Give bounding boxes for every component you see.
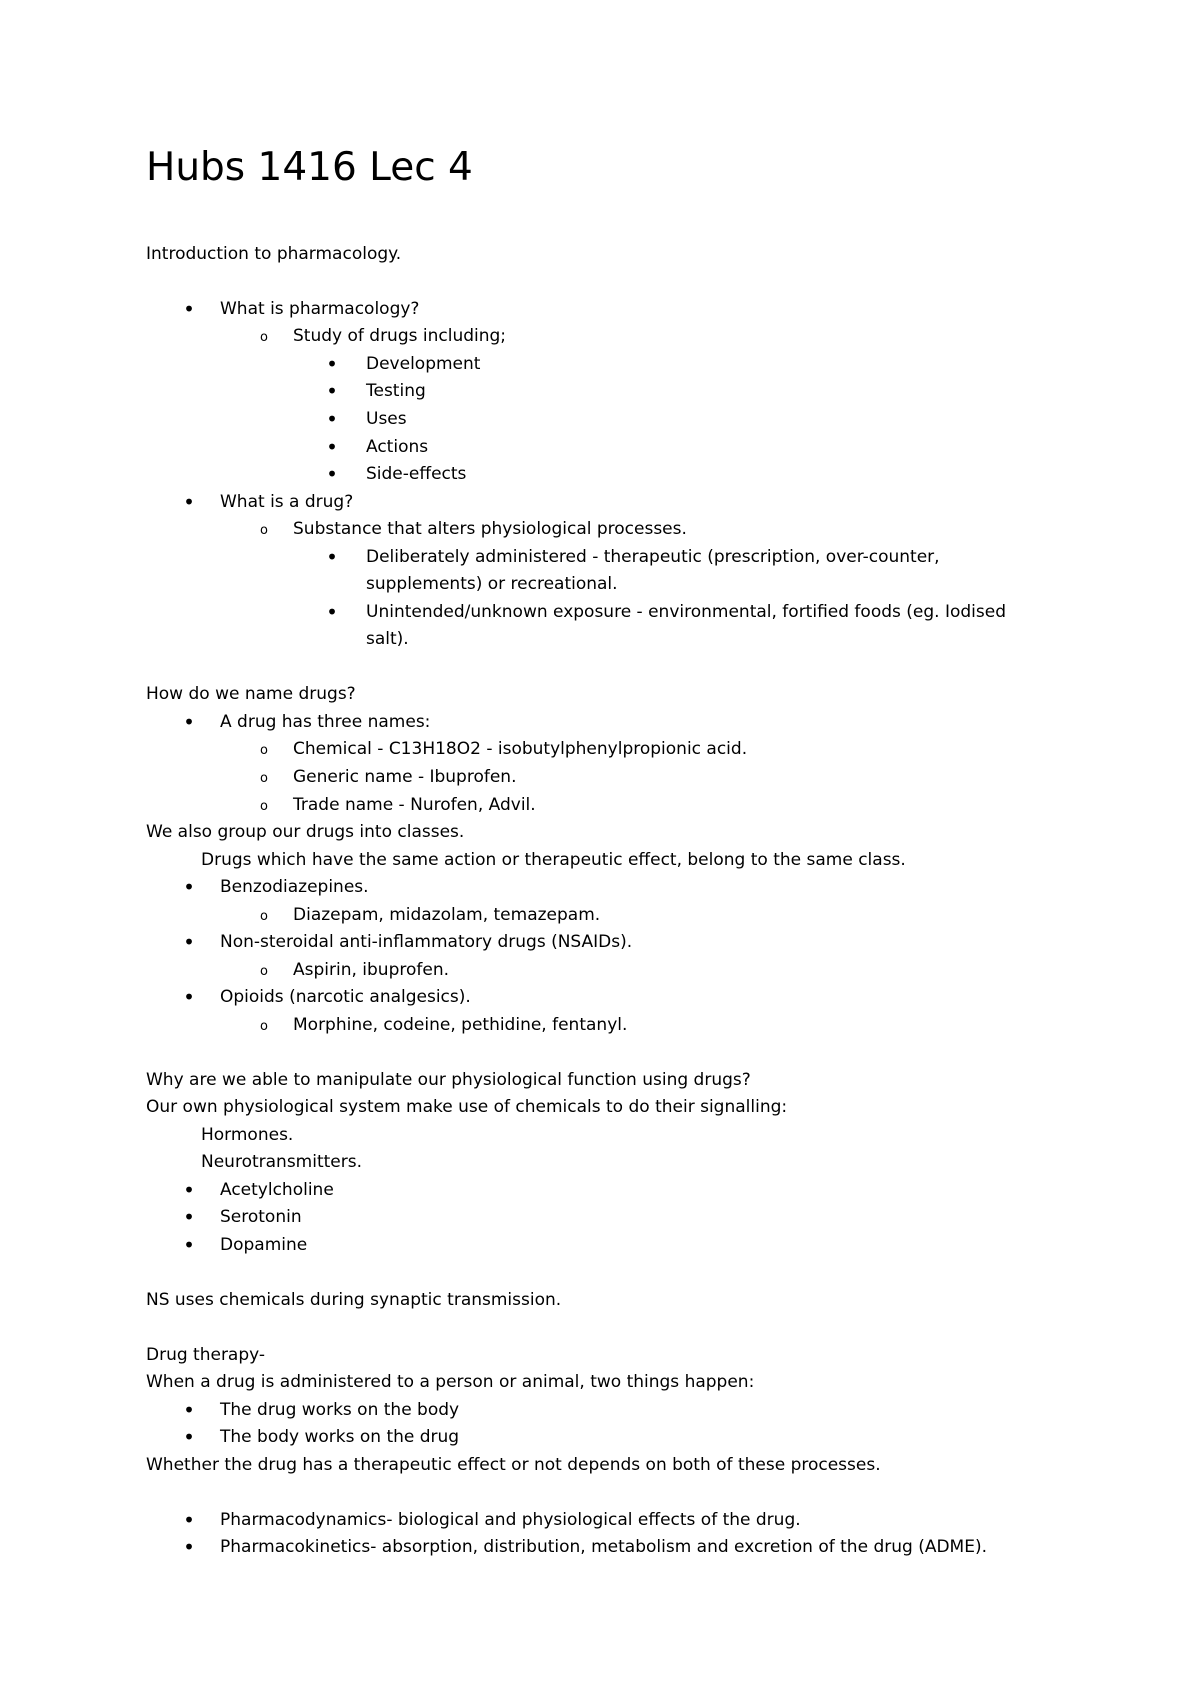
bullet-disc	[181, 1397, 197, 1424]
question-drug: What is a drug?	[220, 492, 354, 512]
list-item: Side-effects	[366, 464, 467, 484]
therapy-conclusion: Whether the drug has a therapeutic effect or not depends on both of these processes.	[146, 1455, 881, 1475]
bullet-circle	[256, 1012, 272, 1039]
list-item-continuation: salt).	[366, 629, 409, 649]
list-item-continuation: supplements) or recreational.	[366, 574, 618, 594]
list-item: A drug has three names:	[220, 712, 431, 732]
list-item: Serotonin	[220, 1207, 302, 1227]
section-heading-classes: We also group our drugs into classes.	[146, 822, 465, 842]
section-heading-therapy: Drug therapy-	[146, 1345, 266, 1365]
bullet-disc	[181, 874, 197, 901]
bullet-circle	[256, 323, 272, 350]
bullet-disc	[181, 929, 197, 956]
bullet-disc	[324, 351, 340, 378]
bullet-disc	[324, 434, 340, 461]
answer-drug: Substance that alters physiological processes.	[293, 519, 687, 539]
bullet-disc	[181, 1177, 197, 1204]
bullet-circle	[256, 792, 272, 819]
list-item: Development	[366, 354, 481, 374]
bullet-disc	[181, 1507, 197, 1534]
list-item: Testing	[366, 381, 426, 401]
signalling-statement: Our own physiological system make use of chemicals to do their signalling:	[146, 1097, 788, 1117]
bullet-disc	[181, 489, 197, 516]
bullet-circle	[256, 516, 272, 543]
signalling-type: Neurotransmitters.	[201, 1152, 362, 1172]
list-item: Chemical - C13H18O2 - isobutylphenylpropionic acid.	[293, 739, 748, 759]
classes-definition: Drugs which have the same action or therapeutic effect, belong to the same class.	[201, 850, 906, 870]
therapy-intro: When a drug is administered to a person or animal, two things happen:	[146, 1372, 755, 1392]
list-item: Actions	[366, 437, 429, 457]
bullet-disc	[181, 1232, 197, 1259]
bullet-disc	[181, 296, 197, 323]
list-item: Pharmacokinetics- absorption, distribution, metabolism and excretion of the drug (ADME).	[220, 1537, 987, 1557]
list-item: Diazepam, midazolam, temazepam.	[293, 905, 601, 925]
list-item: Opioids (narcotic analgesics).	[220, 987, 471, 1007]
list-item: Acetylcholine	[220, 1180, 334, 1200]
bullet-disc	[324, 406, 340, 433]
list-item: Dopamine	[220, 1235, 308, 1255]
bullet-disc	[324, 599, 340, 626]
section-heading-naming: How do we name drugs?	[146, 684, 356, 704]
bullet-circle	[256, 736, 272, 763]
list-item: Pharmacodynamics- biological and physiological effects of the drug.	[220, 1510, 801, 1530]
document-title: Hubs 1416 Lec 4	[146, 145, 473, 190]
bullet-disc	[181, 709, 197, 736]
intro-text: Introduction to pharmacology.	[146, 244, 402, 264]
bullet-disc	[324, 378, 340, 405]
bullet-disc	[181, 984, 197, 1011]
answer-pharmacology: Study of drugs including;	[293, 326, 507, 346]
signalling-type: Hormones.	[201, 1125, 294, 1145]
bullet-disc	[181, 1534, 197, 1561]
bullet-disc	[181, 1424, 197, 1451]
signalling-question: Why are we able to manipulate our physiological function using drugs?	[146, 1070, 751, 1090]
list-item: The drug works on the body	[220, 1400, 460, 1420]
bullet-disc	[324, 544, 340, 571]
bullet-disc	[324, 461, 340, 488]
bullet-disc	[181, 1204, 197, 1231]
list-item: Morphine, codeine, pethidine, fentanyl.	[293, 1015, 628, 1035]
bullet-circle	[256, 902, 272, 929]
list-item: Deliberately administered - therapeutic (prescription, over-counter,	[366, 547, 940, 567]
list-item: Benzodiazepines.	[220, 877, 369, 897]
bullet-circle	[256, 957, 272, 984]
list-item: The body works on the drug	[220, 1427, 460, 1447]
list-item: Trade name - Nurofen, Advil.	[293, 795, 536, 815]
list-item: Non-steroidal anti-inflammatory drugs (NSAIDs).	[220, 932, 633, 952]
list-item: Uses	[366, 409, 407, 429]
question-pharmacology: What is pharmacology?	[220, 299, 420, 319]
list-item: Generic name - Ibuprofen.	[293, 767, 517, 787]
list-item: Unintended/unknown exposure - environmental, fortified foods (eg. Iodised	[366, 602, 1006, 622]
ns-statement: NS uses chemicals during synaptic transmission.	[146, 1290, 562, 1310]
bullet-circle	[256, 764, 272, 791]
list-item: Aspirin, ibuprofen.	[293, 960, 450, 980]
